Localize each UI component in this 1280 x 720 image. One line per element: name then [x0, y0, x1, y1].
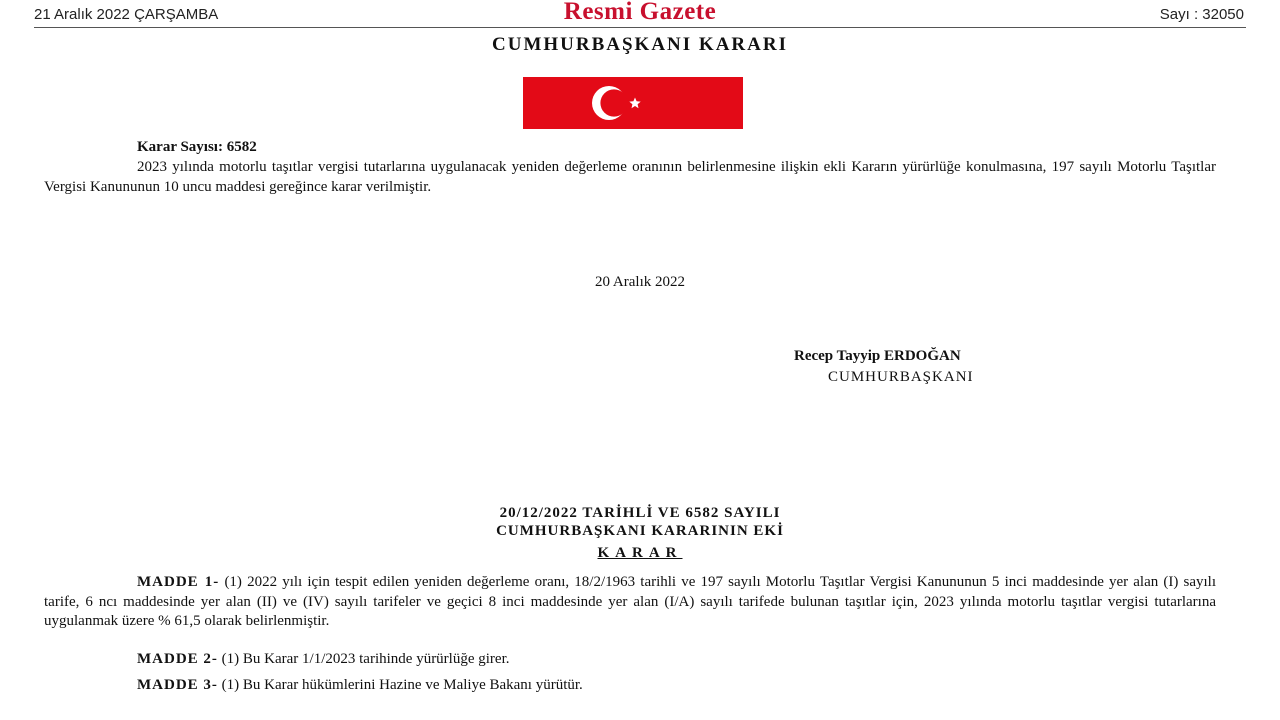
signer-name: Recep Tayyip ERDOĞAN: [794, 348, 961, 364]
intro-paragraph-text: 2023 yılında motorlu taşıtlar vergisi tutarlarına uygulanacak yeniden değerleme oranının belirlenmesine ilişkin ekli Kararın yürürlüğe konulmasına, 197 sayılı Motorlu Taşıtlar Vergisi Kanununun 10 uncu maddesi gereğince karar verilmiştir.: [44, 159, 1216, 195]
decision-number: Karar Sayısı: 6582: [137, 139, 257, 155]
header-divider: [34, 27, 1246, 28]
intro-paragraph: [44, 158, 1216, 197]
gazette-name: Resmi Gazete: [563, 0, 717, 25]
karar-heading: KARAR: [597, 545, 683, 561]
annex-title-line-2: CUMHURBAŞKANI KARARININ EKİ: [496, 523, 784, 539]
article-2-text: (1) Bu Karar 1/1/2023 tarihinde yürürlüğe girer.: [221, 651, 510, 667]
flag-graphic: [523, 77, 743, 129]
article-2-label: MADDE 2-: [137, 651, 218, 667]
article-3-text: (1) Bu Karar hükümlerini Hazine ve Maliye Bakanı yürütür.: [221, 677, 583, 693]
article-1-label: MADDE 1-: [137, 574, 220, 590]
article-3: [44, 676, 1216, 696]
article-2: [44, 650, 1216, 670]
issue-number: Sayı : 32050: [1159, 6, 1244, 23]
article-1-text: (1) 2022 yılı için tespit edilen yeniden değerleme oranı, 18/2/1963 tarihli ve 197 sayılı Motorlu Taşıtlar Vergisi Kanununun 5 inci maddesinde yer alan (I) sayılı tarife, 6 ncı maddesinde yer alan (II) ve (IV) sayılı tarifeler ve geçici 8 inci maddesinde yer alan (I/A) sayılı tarifede bulunan taşıtlar için, 2023 yılında motorlu taşıtlar vergisi tutarlarına uygulanmak üzere % 61,5 olarak belirlenmiştir.: [44, 574, 1217, 629]
turkish-flag-icon: [523, 77, 743, 129]
article-3-label: MADDE 3-: [137, 677, 218, 693]
signer-title: CUMHURBAŞKANI: [828, 369, 974, 385]
annex-title-line-1: 20/12/2022 TARİHLİ VE 6582 SAYILI: [499, 505, 781, 521]
decision-date: 20 Aralık 2022: [595, 274, 685, 290]
document-title: CUMHURBAŞKANI KARARI: [492, 34, 788, 55]
header-date: 21 Aralık 2022 ÇARŞAMBA: [34, 6, 219, 23]
annex-title: [0, 504, 1280, 540]
article-1: [44, 573, 1216, 632]
